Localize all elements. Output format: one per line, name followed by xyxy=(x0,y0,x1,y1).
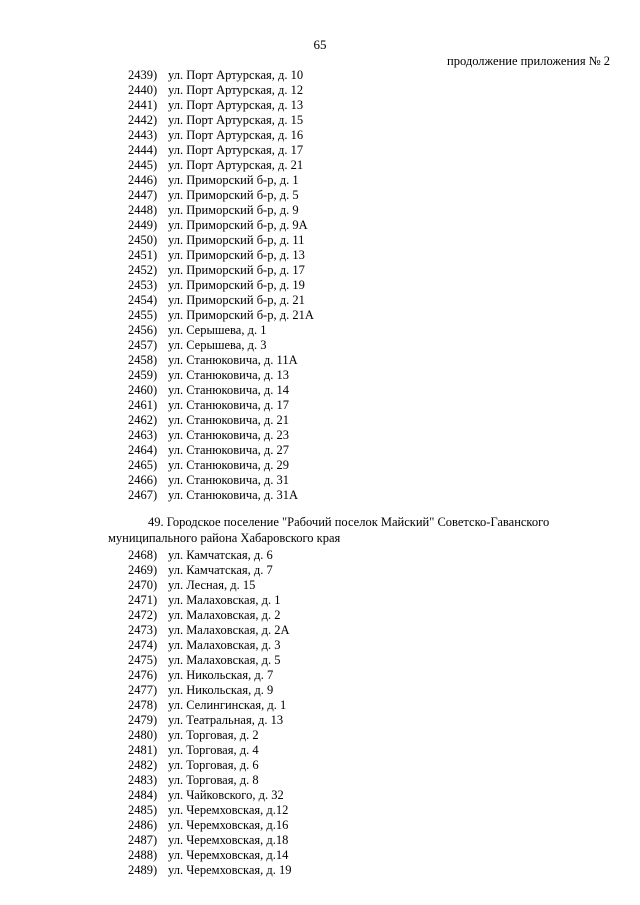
list-item xyxy=(128,698,292,713)
item-address: ул. Приморский б-р, д. 1 xyxy=(168,173,299,187)
item-address: ул. Станюковича, д. 27 xyxy=(168,443,290,457)
item-number: 2467) xyxy=(128,488,158,502)
item-address: ул. Черемховская, д. 19 xyxy=(168,863,292,877)
list-item xyxy=(128,863,292,878)
list-item xyxy=(128,413,314,428)
list-item xyxy=(128,653,292,668)
item-number: 2485) xyxy=(128,803,158,817)
item-address: ул. Черемховская, д.12 xyxy=(168,803,289,817)
item-number: 2451) xyxy=(128,248,158,262)
list-item xyxy=(128,608,292,623)
item-address: ул. Торговая, д. 4 xyxy=(168,743,259,757)
list-item xyxy=(128,728,292,743)
item-number: 2482) xyxy=(128,758,158,772)
list-item xyxy=(128,578,292,593)
list-item xyxy=(128,818,292,833)
list-item xyxy=(128,173,314,188)
item-address: ул. Чайковского, д. 32 xyxy=(168,788,284,802)
list-item xyxy=(128,188,314,203)
item-number: 2475) xyxy=(128,653,158,667)
list-item xyxy=(128,398,314,413)
list-item xyxy=(128,428,314,443)
item-number: 2450) xyxy=(128,233,158,247)
item-address: ул. Камчатская, д. 6 xyxy=(168,548,273,562)
list-item xyxy=(128,773,292,788)
list-item xyxy=(128,623,292,638)
item-number: 2469) xyxy=(128,563,158,577)
list-item xyxy=(128,308,314,323)
list-item xyxy=(128,263,314,278)
item-number: 2447) xyxy=(128,188,158,202)
item-address: ул. Приморский б-р, д. 13 xyxy=(168,248,305,262)
list-item xyxy=(128,458,314,473)
list-item xyxy=(128,383,314,398)
list-item xyxy=(128,338,314,353)
item-address: ул. Станюковича, д. 14 xyxy=(168,383,290,397)
item-number: 2456) xyxy=(128,323,158,337)
item-number: 2455) xyxy=(128,308,158,322)
item-address: ул. Порт Артурская, д. 15 xyxy=(168,113,304,127)
list-item xyxy=(128,473,314,488)
item-number: 2478) xyxy=(128,698,158,712)
item-number: 2442) xyxy=(128,113,158,127)
list-item xyxy=(128,803,292,818)
item-address: ул. Станюковича, д. 29 xyxy=(168,458,290,472)
list-item xyxy=(128,788,292,803)
list-item xyxy=(128,233,314,248)
item-address: ул. Порт Артурская, д. 10 xyxy=(168,68,304,82)
list-item xyxy=(128,668,292,683)
item-address: ул. Приморский б-р, д. 21А xyxy=(168,308,314,322)
item-number: 2483) xyxy=(128,773,158,787)
item-number: 2486) xyxy=(128,818,158,832)
item-address: ул. Малаховская, д. 5 xyxy=(168,653,281,667)
item-address: ул. Порт Артурская, д. 12 xyxy=(168,83,304,97)
list-item xyxy=(128,278,314,293)
item-address: ул. Малаховская, д. 2 xyxy=(168,608,281,622)
item-number: 2448) xyxy=(128,203,158,217)
item-address: ул. Приморский б-р, д. 19 xyxy=(168,278,305,292)
item-number: 2461) xyxy=(128,398,158,412)
item-number: 2440) xyxy=(128,83,158,97)
item-number: 2474) xyxy=(128,638,158,652)
item-address: ул. Черемховская, д.18 xyxy=(168,833,289,847)
list-item xyxy=(128,743,292,758)
item-number: 2487) xyxy=(128,833,158,847)
list-item xyxy=(128,98,314,113)
item-address: ул. Приморский б-р, д. 9А xyxy=(168,218,308,232)
item-number: 2460) xyxy=(128,383,158,397)
item-number: 2470) xyxy=(128,578,158,592)
item-address: ул. Порт Артурская, д. 16 xyxy=(168,128,304,142)
item-address: ул. Малаховская, д. 2А xyxy=(168,623,290,637)
page-number: 65 xyxy=(313,37,327,52)
list-item xyxy=(128,833,292,848)
item-number: 2446) xyxy=(128,173,158,187)
list-item xyxy=(128,683,292,698)
item-number: 2484) xyxy=(128,788,158,802)
item-number: 2480) xyxy=(128,728,158,742)
item-number: 2477) xyxy=(128,683,158,697)
item-number: 2465) xyxy=(128,458,158,472)
item-number: 2459) xyxy=(128,368,158,382)
address-list-2 xyxy=(128,548,292,878)
item-number: 2488) xyxy=(128,848,158,862)
list-item xyxy=(128,368,314,383)
section-heading: 49. Городское поселение "Рабочий поселок Майский" Советско-Гаванского муниципального района Хабаровского края xyxy=(108,515,550,545)
item-address: ул. Черемховская, д.16 xyxy=(168,818,289,832)
item-number: 2441) xyxy=(128,98,158,112)
list-item xyxy=(128,203,314,218)
item-address: ул. Черемховская, д.14 xyxy=(168,848,289,862)
item-address: ул. Приморский б-р, д. 17 xyxy=(168,263,305,277)
list-item xyxy=(128,548,292,563)
item-address: ул. Лесная, д. 15 xyxy=(168,578,256,592)
item-number: 2464) xyxy=(128,443,158,457)
item-address: ул. Станюковича, д. 17 xyxy=(168,398,290,412)
item-number: 2463) xyxy=(128,428,158,442)
item-address: ул. Торговая, д. 2 xyxy=(168,728,259,742)
item-address: ул. Станюковича, д. 21 xyxy=(168,413,290,427)
continuation-note: продолжение приложения № 2 xyxy=(447,54,610,68)
list-item xyxy=(128,128,314,143)
list-item xyxy=(128,443,314,458)
list-item xyxy=(128,248,314,263)
item-address: ул. Никольская, д. 9 xyxy=(168,683,274,697)
list-item xyxy=(128,563,292,578)
item-address: ул. Приморский б-р, д. 21 xyxy=(168,293,305,307)
list-item xyxy=(128,593,292,608)
item-number: 2439) xyxy=(128,68,158,82)
list-item xyxy=(128,488,314,503)
item-number: 2468) xyxy=(128,548,158,562)
item-address: ул. Порт Артурская, д. 17 xyxy=(168,143,304,157)
list-item xyxy=(128,758,292,773)
list-item xyxy=(128,113,314,128)
item-address: ул. Станюковича, д. 31 xyxy=(168,473,290,487)
item-address: ул. Серышева, д. 3 xyxy=(168,338,267,352)
list-item xyxy=(128,323,314,338)
item-number: 2452) xyxy=(128,263,158,277)
item-number: 2449) xyxy=(128,218,158,232)
item-number: 2443) xyxy=(128,128,158,142)
list-item xyxy=(128,83,314,98)
item-address: ул. Приморский б-р, д. 11 xyxy=(168,233,305,247)
list-item xyxy=(128,353,314,368)
item-address: ул. Порт Артурская, д. 21 xyxy=(168,158,304,172)
item-number: 2472) xyxy=(128,608,158,622)
list-item xyxy=(128,713,292,728)
item-address: ул. Станюковича, д. 11А xyxy=(168,353,298,367)
item-number: 2454) xyxy=(128,293,158,307)
item-number: 2481) xyxy=(128,743,158,757)
item-number: 2458) xyxy=(128,353,158,367)
item-number: 2445) xyxy=(128,158,158,172)
item-address: ул. Приморский б-р, д. 9 xyxy=(168,203,299,217)
item-address: ул. Никольская, д. 7 xyxy=(168,668,274,682)
item-number: 2473) xyxy=(128,623,158,637)
item-address: ул. Камчатская, д. 7 xyxy=(168,563,273,577)
item-number: 2476) xyxy=(128,668,158,682)
list-item xyxy=(128,638,292,653)
item-number: 2453) xyxy=(128,278,158,292)
item-address: ул. Приморский б-р, д. 5 xyxy=(168,188,299,202)
item-number: 2462) xyxy=(128,413,158,427)
item-address: ул. Станюковича, д. 13 xyxy=(168,368,290,382)
item-number: 2444) xyxy=(128,143,158,157)
item-number: 2466) xyxy=(128,473,158,487)
item-address: ул. Театральная, д. 13 xyxy=(168,713,284,727)
item-address: ул. Селингинская, д. 1 xyxy=(168,698,287,712)
address-list-1 xyxy=(128,68,314,503)
list-item xyxy=(128,143,314,158)
item-number: 2479) xyxy=(128,713,158,727)
list-item xyxy=(128,848,292,863)
item-address: ул. Порт Артурская, д. 13 xyxy=(168,98,304,112)
list-item xyxy=(128,158,314,173)
item-address: ул. Серышева, д. 1 xyxy=(168,323,267,337)
item-address: ул. Торговая, д. 6 xyxy=(168,758,259,772)
list-item xyxy=(128,218,314,233)
item-address: ул. Малаховская, д. 3 xyxy=(168,638,281,652)
item-number: 2457) xyxy=(128,338,158,352)
list-item xyxy=(128,293,314,308)
item-number: 2489) xyxy=(128,863,158,877)
item-address: ул. Станюковича, д. 23 xyxy=(168,428,290,442)
item-address: ул. Торговая, д. 8 xyxy=(168,773,259,787)
list-item xyxy=(128,68,314,83)
item-address: ул. Малаховская, д. 1 xyxy=(168,593,281,607)
item-number: 2471) xyxy=(128,593,158,607)
item-address: ул. Станюковича, д. 31А xyxy=(168,488,299,502)
